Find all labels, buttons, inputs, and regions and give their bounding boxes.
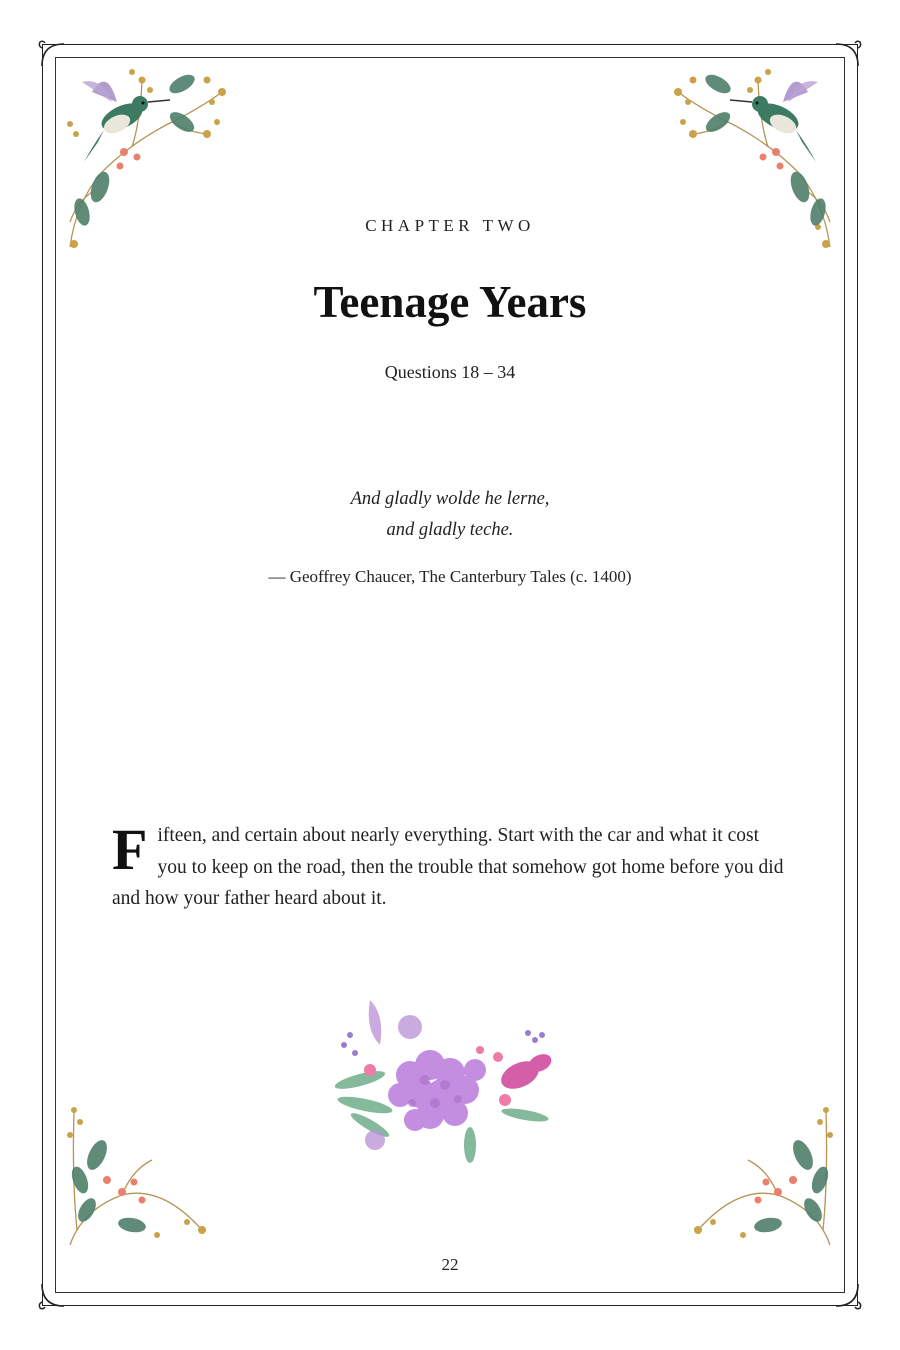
body-paragraph <box>112 817 792 915</box>
corner-curl-icon <box>834 1282 864 1312</box>
floral-sprig-icon <box>62 1100 212 1250</box>
page-title: Teenage Years <box>313 277 587 327</box>
epigraph-line: and gladly teche. <box>386 520 514 540</box>
epigraph-attribution: — Geoffrey Chaucer, The Canterbury Tales (c. 1400) <box>268 567 632 586</box>
question-range: Questions 18 – 34 <box>384 362 516 382</box>
epigraph <box>0 484 900 546</box>
chapter-label: CHAPTER TWO <box>365 216 535 235</box>
epigraph-line: And gladly wolde he lerne, <box>350 489 550 509</box>
corner-curl-icon <box>834 38 864 68</box>
page-number: 22 <box>441 1255 459 1274</box>
drop-cap: F <box>112 817 148 882</box>
floral-sprig-icon <box>688 1100 838 1250</box>
lilac-bouquet-icon <box>330 995 570 1170</box>
corner-curl-icon <box>36 1282 66 1312</box>
body-text: ifteen, and certain about nearly everything. Start with the car and what it cost you to keep on the road, then the trouble that somehow got home before you did and how your father heard about it. <box>112 825 784 909</box>
